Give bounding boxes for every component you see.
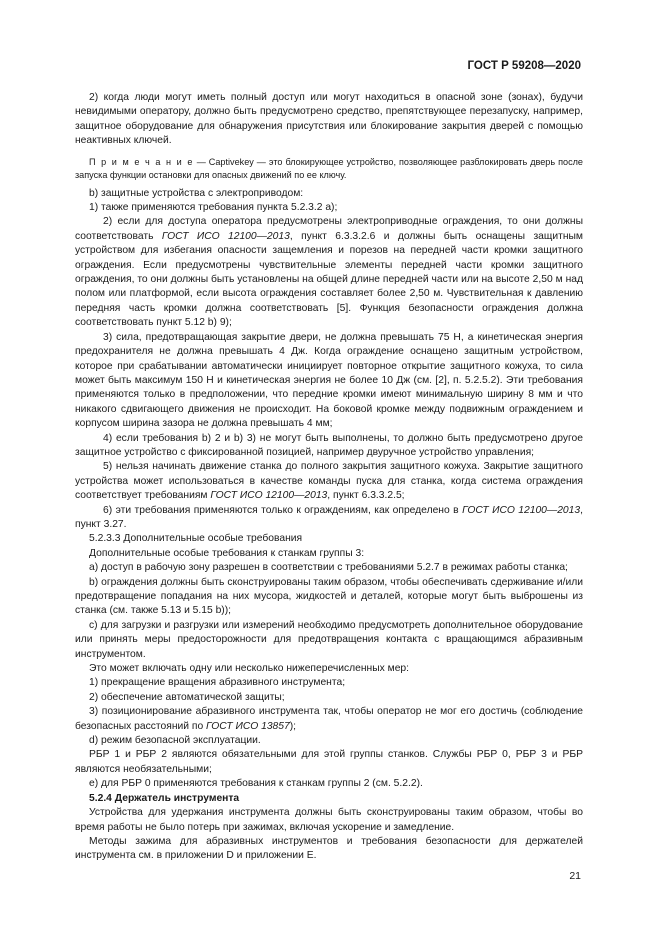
list-item: 4) если требования b) 2 и b) 3) не могут быть выполнены, то должно быть предусмотрено другое защитное устройство с фиксированной позицией, например двуручное устройство управления; <box>75 432 583 458</box>
list-item: d) режим безопасной эксплуатации. <box>89 735 261 747</box>
list-item: 2) обеспечение автоматической защиты; <box>89 691 285 703</box>
paragraph: Устройства для удержания инструмента должны быть сконструированы таким образом, чтобы во время работы не было потерь при зажимах, включая ускорение и замедление. <box>75 807 583 833</box>
text: 5) нельзя начинать движение станка до полного закрытия защитного кожуха. Закрытие защитного устройства может использоваться в качестве команды пуска для станка, когда система ограждения соответствует требованиям <box>75 461 583 502</box>
list-item: с) для загрузки и разгрузки или измерений необходимо предусмотреть дополнительное оборудование или принять меры предосторожности для предотвращения контакта с вращающимся абразивным инструментом. <box>75 619 583 660</box>
list-item: 3) сила, предотвращающая закрытие двери, не должна превышать 75 Н, а кинетическая энергия предохранителя не должна превышать 4 Дж. Когда ограждение оснащено защитным устройством, которое при срабатывании автоматически инициирует повторное открытие защитного кожуха, то сила может быть максимум 150 Н и кинетическая энергия не более 10 Дж (см. [2], п. 5.2.5.2). Эти требования применяются только в предположении, что передние кромки имеют минимальную ширину 8 мм и что никакого сдвигающего движения не происходит. На боковой кромке между подвижным ограждением и корпусом ширина зазора не должна превышать 4 мм; <box>75 331 583 430</box>
page-number: 21 <box>569 870 581 882</box>
paragraph: 2) когда люди могут иметь полный доступ или могут находиться в опасной зоне (зонах), будучи невидимыми оператору, должно быть предусмотрено средство, препятствующее перезапуску, например, защитное оборудование для обнаружения присутствия или блокирование закрытия дверей с помощью неактивных ключей. <box>75 92 583 147</box>
standard-designation: ГОСТ Р 59208—2020 <box>467 60 581 72</box>
note <box>75 156 583 182</box>
list-item: е) для РБР 0 применяются требования к станкам группы 2 (см. 5.2.2). <box>89 778 423 790</box>
note-text: — Captivekey — это блокирующее устройство, позволяющее разблокировать дверь после запуска функции остановки для опасных движений по ее ключу. <box>75 156 583 180</box>
list-item <box>75 215 583 330</box>
paragraph: Методы зажима для абразивных инструментов и требования безопасности для держателей инструмента см. в приложении D и приложении E. <box>75 835 583 862</box>
list-item: 1) прекращение вращения абразивного инструмента; <box>89 677 346 689</box>
list-item: b) защитные устройства с электроприводом: <box>89 187 304 199</box>
section-heading: 5.2.3.3 Дополнительные особые требования <box>89 533 303 545</box>
section-heading: 5.2.4 Держатель инструмента <box>89 792 240 804</box>
list-item: а) доступ в рабочую зону разрешен в соответствии с требованиями 5.2.7 в режимах работы станка; <box>89 562 568 574</box>
text: ); <box>289 720 297 732</box>
list-item: 1) также применяются требования пункта 5.2.3.2 а); <box>89 202 338 214</box>
text: 3) позиционирование абразивного инструмента так, чтобы оператор не мог его достичь (соблюдение безопасных расстояний по <box>75 706 583 732</box>
text: , пункт 6.3.3.2.6 и должны быть оснащены защитным устройством для избегания опасности защемления и порезов на передней части кромки защитного ограждения. Если предусмотрены чувствительные элементы передней части кромки защитного ограждения, то они должны быть установлены на общей длине передней части или на высоте 2,50 м над полом или платформой, если высота ограждения составляет более 2,50 м. Чувствительная к давлению передняя часть кромки должна соответствовать [5]. Функция безопасности ограждения должна соответствовать пункт 5.12 b) 9); <box>75 230 583 329</box>
paragraph: РБР 1 и РБР 2 являются обязательными для этой группы станков. Службы РБР 0, РБР 3 и РБР являются необязательными; <box>75 749 583 775</box>
note-label: П р и м е ч а н и е <box>89 156 194 167</box>
list-item <box>75 705 583 734</box>
text: 2) если для доступа оператора предусмотрены электроприводные ограждения, то они должны соответствовать <box>75 216 583 242</box>
text: , пункт 3.27. <box>75 504 583 530</box>
paragraph: Дополнительные особые требования к станкам группы 3: <box>89 547 365 559</box>
standard-reference: ГОСТ ИСО 12100—2013 <box>210 490 328 502</box>
text: 6) эти требования применяются только к ограждениям, как определено в <box>103 504 463 516</box>
paragraph: Это может включать одну или несколько нижеперечисленных мер: <box>89 663 410 675</box>
standard-reference: ГОСТ ИСО 13857 <box>206 720 290 732</box>
page-body <box>75 91 583 864</box>
list-item <box>75 460 583 503</box>
standard-reference: ГОСТ ИСО 12100—2013 <box>462 504 581 516</box>
text: , пункт 6.3.3.2.5; <box>327 490 405 502</box>
list-item <box>75 504 583 533</box>
standard-reference: ГОСТ ИСО 12100—2013 <box>161 230 290 242</box>
list-item: b) ограждения должны быть сконструированы таким образом, чтобы обеспечивать сдерживание и/или предотвращение попадания на них мусора, жидкостей и деталей, которые могут быть выброшены из станка (см. также 5.13 и 5.15 b)); <box>75 576 583 617</box>
